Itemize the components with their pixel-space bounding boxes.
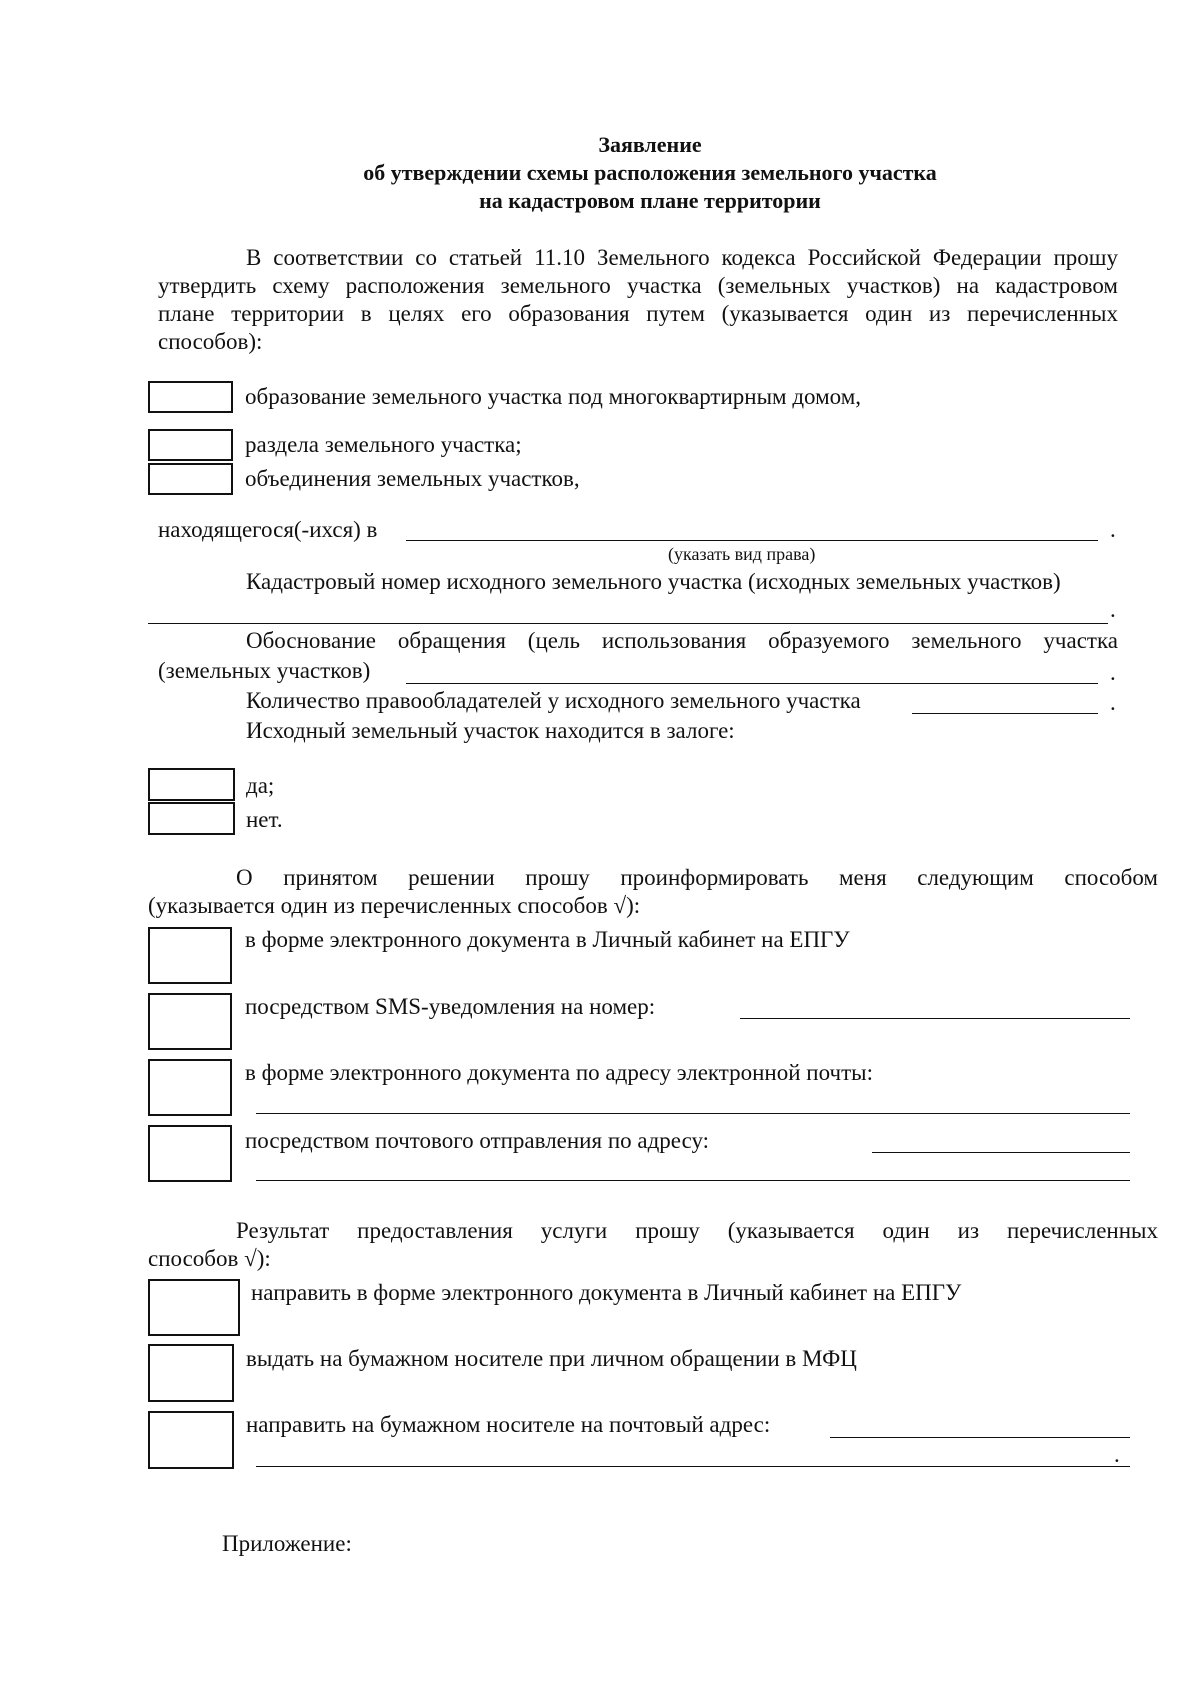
right-type-input-line[interactable]	[406, 540, 1098, 541]
location-period: .	[1110, 517, 1116, 542]
pledge-no-checkbox[interactable]	[148, 802, 235, 835]
result-address-input-line-1[interactable]	[830, 1437, 1130, 1438]
notify-email-label: в форме электронного документа по адресу электронной почты:	[245, 1060, 873, 1085]
method-label-1: образование земельного участка под многоквартирным домом,	[245, 384, 862, 409]
cadastral-label: Кадастровый номер исходного земельного участка (исходных земельных участков)	[246, 569, 1061, 594]
intro-line-3: плане территории в целях его образования путем (указывается один из перечисленных	[158, 301, 1118, 326]
result-post-label: направить на бумажном носителе на почтовый адрес:	[246, 1412, 771, 1437]
location-label: находящегося(-ихся) в	[158, 517, 378, 542]
result-mfc-label: выдать на бумажном носителе при личном обращении в МФЦ	[246, 1346, 857, 1371]
email-input-line[interactable]	[256, 1113, 1130, 1114]
result-epgu-checkbox[interactable]	[148, 1279, 240, 1336]
pledge-label: Исходный земельный участок находится в залоге:	[246, 718, 735, 743]
document-subtitle-line2: на кадастровом плане территории	[479, 188, 821, 213]
post-address-input-line-2[interactable]	[256, 1180, 1130, 1181]
notify-line-1: О принятом решении прошу проинформировать меня следующим способом	[236, 865, 1158, 890]
notify-epgu-label: в форме электронного документа в Личный кабинет на ЕПГУ	[245, 927, 850, 952]
justification-paragraph	[246, 627, 1118, 655]
justification-period: .	[1110, 660, 1116, 685]
pledge-yes-checkbox[interactable]	[148, 768, 235, 801]
result-paragraph	[148, 1217, 1158, 1245]
pledge-yes-label: да;	[246, 773, 275, 798]
method-checkbox-2[interactable]	[148, 429, 233, 461]
appendix-label: Приложение:	[222, 1531, 352, 1556]
result-epgu-label: направить в форме электронного документа в Личный кабинет на ЕПГУ	[251, 1280, 962, 1305]
method-label-3: объединения земельных участков,	[245, 466, 580, 491]
right-type-hint: (указать вид права)	[668, 544, 816, 564]
owners-input-line[interactable]	[912, 713, 1098, 714]
notify-epgu-checkbox[interactable]	[148, 927, 232, 984]
result-line-2: способов √):	[148, 1246, 271, 1271]
notify-email-checkbox[interactable]	[148, 1059, 232, 1116]
cadastral-period: .	[1110, 597, 1116, 622]
intro-line-4: способов):	[158, 329, 263, 354]
document-title: Заявление	[598, 132, 702, 157]
result-period: .	[1114, 1442, 1120, 1467]
intro-paragraph	[158, 244, 1118, 328]
intro-line-2: утвердить схему расположения земельного участка (земельных участков) на кадастровом	[158, 273, 1118, 298]
owners-period: .	[1110, 690, 1116, 715]
method-label-2: раздела земельного участка;	[245, 432, 522, 457]
result-address-input-line-2[interactable]	[256, 1466, 1130, 1467]
justification-input-line[interactable]	[406, 683, 1098, 684]
notify-post-checkbox[interactable]	[148, 1125, 232, 1182]
result-post-checkbox[interactable]	[148, 1411, 234, 1469]
owners-label: Количество правообладателей у исходного земельного участка	[246, 688, 861, 713]
justification-line-2: (земельных участков)	[158, 658, 371, 683]
result-line-1: Результат предоставления услуги прошу (указывается один из перечисленных	[236, 1218, 1158, 1243]
justification-line-1: Обоснование обращения (цель использования образуемого земельного участка	[246, 628, 1118, 653]
cadastral-input-line[interactable]	[148, 623, 1108, 624]
post-address-input-line-1[interactable]	[872, 1152, 1130, 1153]
notify-sms-checkbox[interactable]	[148, 993, 232, 1050]
document-subtitle-line1: об утверждении схемы расположения земельного участка	[363, 160, 937, 185]
notify-paragraph	[148, 864, 1158, 892]
pledge-no-label: нет.	[246, 807, 283, 832]
notify-sms-label: посредством SMS-уведомления на номер:	[245, 994, 656, 1019]
phone-input-line[interactable]	[740, 1018, 1130, 1019]
method-checkbox-1[interactable]	[148, 381, 233, 413]
method-checkbox-3[interactable]	[148, 463, 233, 495]
notify-line-2: (указывается один из перечисленных способов √):	[148, 893, 641, 918]
result-mfc-checkbox[interactable]	[148, 1344, 234, 1402]
intro-line-1: В соответствии со статьей 11.10 Земельного кодекса Российской Федерации прошу	[246, 245, 1118, 270]
notify-post-label: посредством почтового отправления по адресу:	[245, 1128, 710, 1153]
